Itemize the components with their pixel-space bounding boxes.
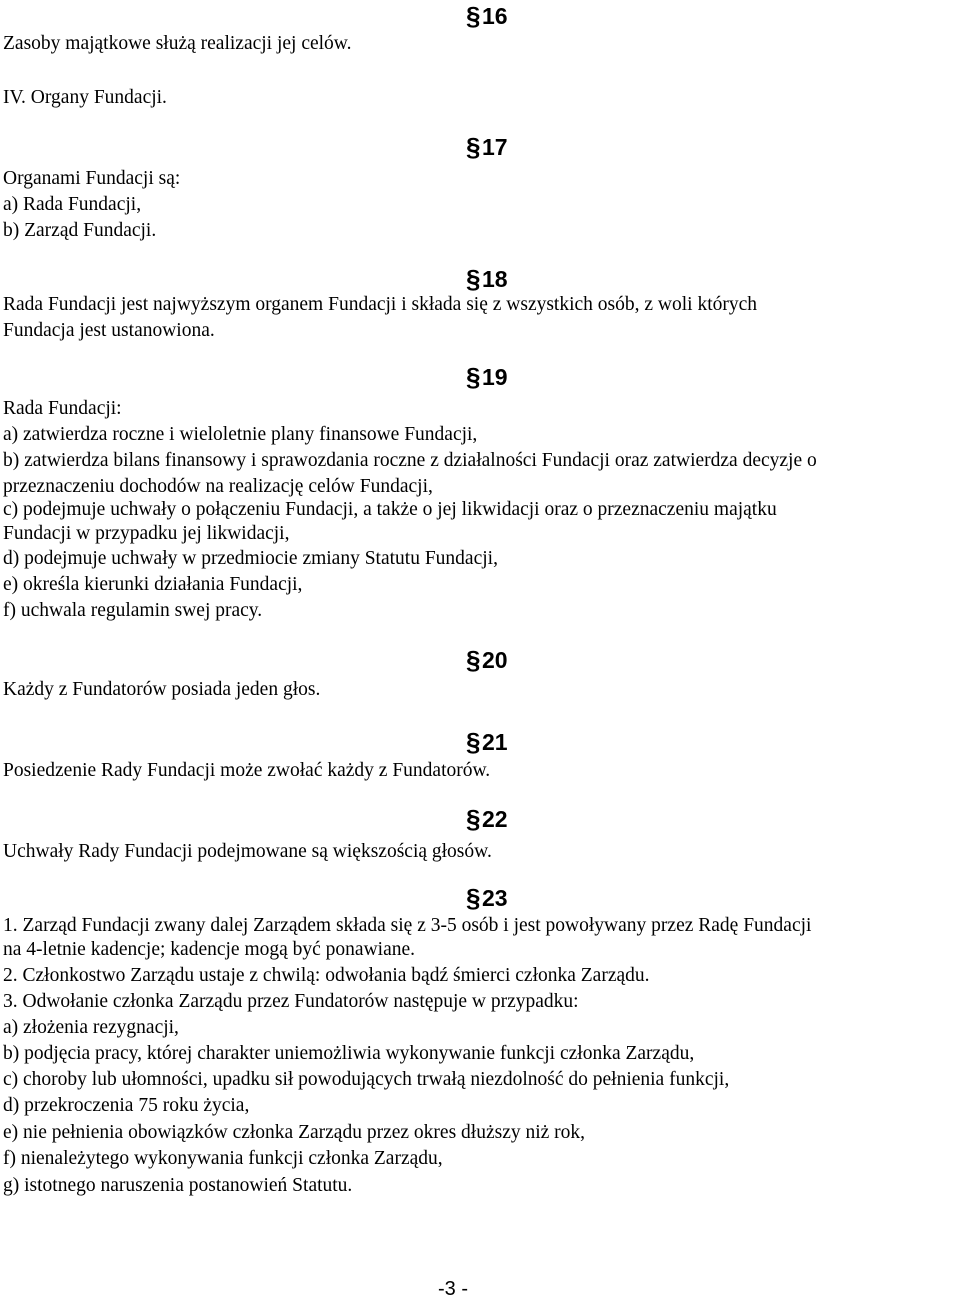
section-sign: § [466,264,481,294]
text-line: f) nienależytego wykonywania funkcji członka Zarządu, [3,1148,443,1169]
section-sign: § [466,804,481,834]
text-line: f) uchwala regulamin swej pracy. [3,600,263,621]
text-line: e) nie pełnienia obowiązków członka Zarządu przez okres dłuższy niż rok, [3,1122,586,1143]
text-line: 2. Członkostwo Zarządu ustaje z chwilą: odwołania bądź śmierci członka Zarządu. [3,965,650,986]
text-line: g) istotnego naruszenia postanowień Statutu. [3,1175,353,1196]
text-line: a) złożenia rezygnacji, [3,1017,179,1038]
section-sign: § [466,727,481,757]
text-line: c) podejmuje uchwały o połączeniu Fundacji, a także o jej likwidacji oraz o przeznaczeniu majątku [3,499,777,520]
section-sign: § [466,645,481,675]
page-number: -3 - [438,1278,468,1300]
text-line: na 4-letnie kadencje; kadencje mogą być ponawiane. [3,939,416,960]
text-line: a) zatwierdza roczne i wieloletnie plany finansowe Fundacji, [3,424,478,445]
section-sign: § [466,1,481,31]
section-number: 18 [482,266,508,292]
text-line: Uchwały Rady Fundacji podejmowane są większością głosów. [3,841,492,862]
text-line: 1. Zarząd Fundacji zwany dalej Zarządem składa się z 3-5 osób i jest powoływany przez Radę Fundacji [3,915,812,936]
section-number: 22 [482,806,508,832]
section-number: 16 [482,3,508,29]
text-line: przeznaczeniu dochodów na realizację celów Fundacji, [3,476,433,497]
text-line: Posiedzenie Rady Fundacji może zwołać każdy z Fundatorów. [3,760,491,781]
section-sign: § [466,132,481,162]
section-sign: § [466,362,481,392]
text-line: IV. Organy Fundacji. [3,87,167,108]
text-line: Zasoby majątkowe służą realizacji jej celów. [3,33,352,54]
text-line: Rada Fundacji: [3,398,122,419]
section-sign: § [466,883,481,913]
section-number: 19 [482,364,508,390]
text-line: 3. Odwołanie członka Zarządu przez Fundatorów następuje w przypadku: [3,991,579,1012]
section-number: 21 [482,729,508,755]
text-line: e) określa kierunki działania Fundacji, [3,574,303,595]
section-number: 20 [482,647,508,673]
text-line: d) podejmuje uchwały w przedmiocie zmiany Statutu Fundacji, [3,548,498,569]
section-number: 23 [482,885,508,911]
text-line: Fundacja jest ustanowiona. [3,320,215,341]
text-line: b) zatwierdza bilans finansowy i sprawozdania roczne z działalności Fundacji oraz zatwierdza decyzje o [3,450,817,471]
text-line: d) przekroczenia 75 roku życia, [3,1095,250,1116]
text-line: Każdy z Fundatorów posiada jeden głos. [3,679,321,700]
text-line: Organami Fundacji są: [3,168,181,189]
text-line: Rada Fundacji jest najwyższym organem Fundacji i składa się z wszystkich osób, z woli których [3,294,758,315]
text-line: a) Rada Fundacji, [3,194,142,215]
text-line: Fundacji w przypadku jej likwidacji, [3,523,290,544]
text-line: b) Zarząd Fundacji. [3,220,157,241]
text-line: b) podjęcia pracy, której charakter uniemożliwia wykonywanie funkcji członka Zarządu, [3,1043,695,1064]
text-line: c) choroby lub ułomności, upadku sił powodujących trwałą niezdolność do pełnienia funkcji, [3,1069,730,1090]
section-number: 17 [482,134,508,160]
